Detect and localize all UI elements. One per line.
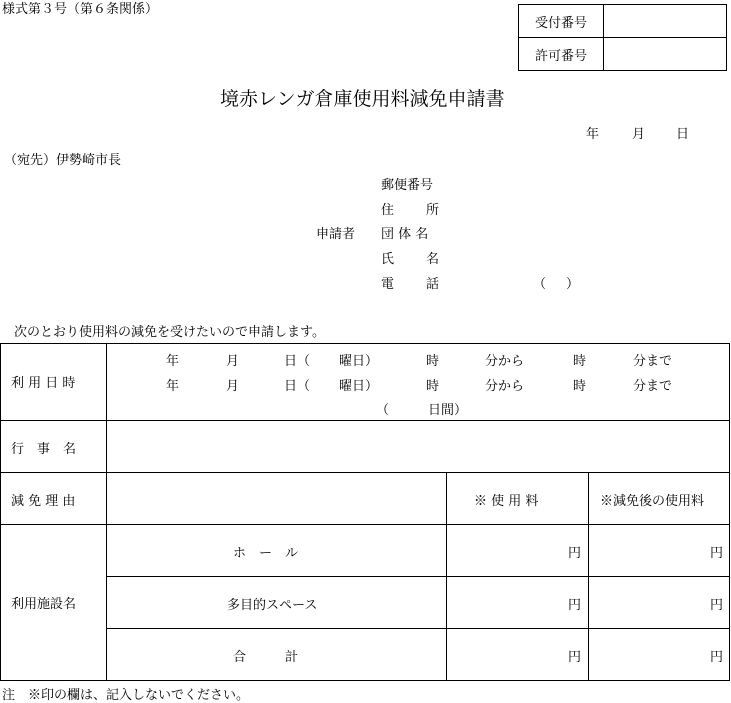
intro-text: 次のとおり使用料の減免を受けたいので申請します。 [14,325,325,340]
name-label-2: 名 [426,252,440,267]
period1-month: 月 [226,354,240,369]
phone-paren-close: ） [566,277,580,292]
usage-datetime-label: 利 用 日 時 [11,376,76,391]
period1-min-from: 分から [485,354,525,369]
total-after-unit: 円 [710,650,724,665]
reduction-reason-label: 減 免 理 由 [11,494,76,509]
fee-header: ※ 使 用 料 [474,494,539,509]
phone-label-2: 話 [426,277,440,292]
total-fee-unit: 円 [568,650,582,665]
permit-number-label: 許可番号 [519,38,604,71]
period2-min-from: 分から [485,379,525,394]
received-number-field[interactable] [604,5,727,38]
row-divider [107,576,730,577]
date-day: 日 [676,127,690,142]
period2-hour-from: 時 [426,379,440,394]
multipurpose-fee-unit: 円 [568,598,582,613]
multipurpose-after-unit: 円 [710,598,724,613]
event-name-label: 行 事 名 [11,442,77,457]
period1-year: 年 [166,354,180,369]
permit-number-field[interactable] [604,38,727,71]
date-year: 年 [586,127,600,142]
facility-multipurpose-space: 多目的スペース [227,598,318,613]
row-divider [1,472,730,473]
organization-label: 団 体 名 [381,227,429,242]
row-divider [107,628,730,629]
period2-hour-to: 時 [573,379,587,394]
page-title: 境赤レンガ倉庫使用料減免申請書 [220,88,505,110]
row-divider [1,524,730,525]
period2-weekday: 曜日） [339,379,379,394]
form-number: 様式第３号（第６条関係） [2,2,159,17]
facility-hall: ホ ー ル [233,546,299,561]
period1-min-to: 分まで [633,354,673,369]
address-label-1: 住 [381,203,395,218]
fee-after-reduction-header: ※減免後の使用料 [600,494,705,509]
addressee: （宛先）伊勢崎市長 [4,153,122,168]
phone-label-1: 電 [381,277,395,292]
period1-day: 日（ [284,354,311,369]
facility-total: 合 計 [233,650,299,665]
date-month: 月 [632,127,646,142]
address-label-2: 所 [426,203,440,218]
col-divider [106,344,107,680]
hall-fee-unit: 円 [568,546,582,561]
period1-weekday: 曜日） [339,354,379,369]
reception-box [518,4,727,71]
name-label-1: 氏 [381,252,395,267]
footnote: 注 ※印の欄は、記入しないでください。 [2,688,250,703]
period2-day: 日（ [284,379,311,394]
days-paren-open: （ [376,403,390,418]
row-divider [1,420,730,421]
applicant-label: 申請者 [316,227,356,242]
phone-paren-open: （ [533,277,547,292]
col-divider [446,472,447,680]
period2-min-to: 分まで [633,379,673,394]
application-table [0,343,730,681]
col-divider [588,472,589,680]
received-number-label: 受付番号 [519,5,604,38]
period1-hour-from: 時 [426,354,440,369]
days-label: 日間） [428,403,468,418]
postal-code-label: 郵便番号 [381,178,434,193]
period2-year: 年 [166,379,180,394]
period2-month: 月 [226,379,240,394]
facility-label: 利用施設名 [11,597,77,612]
period1-hour-to: 時 [573,354,587,369]
hall-after-unit: 円 [710,546,724,561]
